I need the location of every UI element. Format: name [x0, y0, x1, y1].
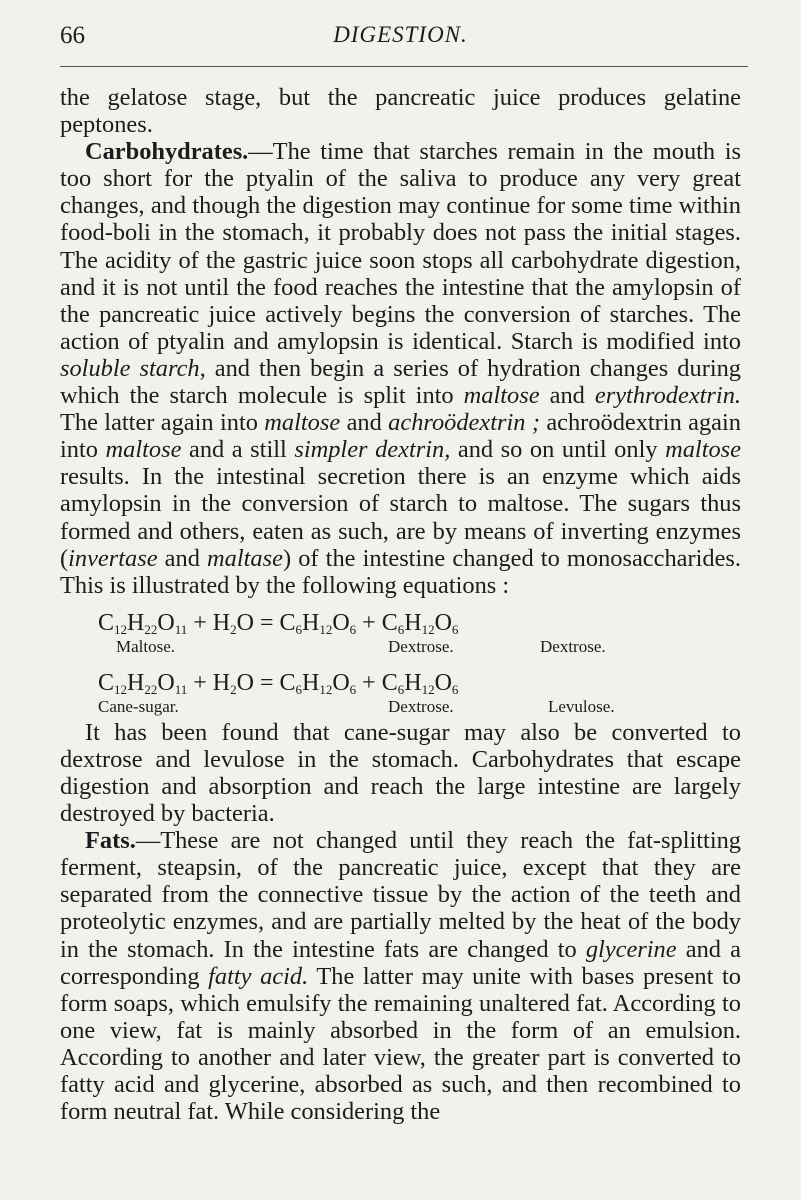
- text-run: results. In the intestinal secretion there is an enzyme which aids amylopsin in the conversion of starch to maltose. The sugars thus formed and others, eaten as such, are by means of inverting enzymes (: [60, 463, 741, 572]
- italic-term: maltase: [207, 544, 283, 572]
- text-run: ) of the intestine changed to monosaccharides. This is illustrated by the following equations :: [60, 544, 741, 599]
- subscript: 2: [230, 681, 237, 697]
- text-run: and a corresponding: [60, 935, 741, 990]
- italic-term: fatty acid.: [208, 962, 309, 990]
- paragraph-fats: [60, 827, 741, 1125]
- text-run: and then begin a series of hydration changes during which the starch molecule is split into: [60, 354, 741, 410]
- italic-term: maltose: [264, 409, 341, 437]
- subscript: 11: [174, 681, 188, 697]
- subscript: 12: [114, 681, 128, 697]
- label-dextrose: Dextrose.: [388, 696, 454, 716]
- subscript: 22: [144, 681, 158, 697]
- text-run: and so on until only: [450, 436, 666, 464]
- subscript: 11: [174, 621, 188, 637]
- text-run: and a still: [181, 436, 295, 464]
- subscript: 12: [319, 621, 333, 637]
- text-run: and: [539, 382, 595, 410]
- equation-cane-sugar: $C_{12}H_{22}O_{11} + H_2O = C_6H_{12}O_6 + C_6H_{12}O_6$: [98, 669, 459, 697]
- subscript: 6: [397, 681, 405, 697]
- subscript: 2: [230, 621, 237, 637]
- italic-term: erythrodextrin.: [594, 382, 741, 410]
- subscript: 12: [421, 681, 435, 697]
- italic-term: maltose: [665, 436, 742, 464]
- label-dextrose: Dextrose.: [540, 636, 606, 656]
- page-header: [0, 22, 801, 62]
- header-rule: [60, 66, 748, 67]
- subscript: 22: [144, 621, 158, 637]
- italic-term: soluble starch,: [60, 354, 206, 382]
- paragraph-carbohydrates: [60, 138, 741, 599]
- equation-maltose: $C_{12}H_{22}O_{11} + H_2O = C_6H_{12}O_6 + C_6H_{12}O_6$: [98, 609, 459, 637]
- paragraph-cane-sugar: It has been found that cane-sugar may also be converted to dextrose and levulose in the stomach. Carbohydrates that escape digestion and absorption and reach the large intestine are largely destroyed by bacteria.: [60, 718, 741, 828]
- italic-term: maltose: [463, 382, 540, 410]
- subscript: 12: [114, 621, 128, 637]
- running-title: DIGESTION.: [333, 22, 468, 47]
- text-run: and: [340, 409, 389, 437]
- subscript: 6: [451, 621, 459, 637]
- subscript: 6: [397, 621, 405, 637]
- label-levulose: Levulose.: [548, 696, 615, 716]
- text-run: The latter may unite with bases present to form soaps, which emulsify the remaining unaltered fat. According to one view, fat is mainly absorbed in the form of an emulsion. According to another and later view, the greater part is converted to fatty acid and glycerine, absorbed as such, and then recombined to form neutral fat. While considering the: [60, 962, 741, 1126]
- italic-term: achroödextrin ;: [388, 409, 540, 437]
- body-text: [60, 84, 741, 1125]
- text-run: achroödextrin again into: [60, 409, 741, 464]
- subscript: 6: [295, 621, 302, 637]
- page-number: 66: [60, 22, 85, 49]
- section-heading-carbohydrates: Carbohydrates.: [85, 138, 249, 166]
- section-heading-fats: Fats.: [85, 827, 136, 855]
- subscript: 6: [349, 621, 357, 637]
- subscript: 12: [319, 681, 333, 697]
- equation-block: [60, 609, 738, 719]
- text-run: —The time that starches remain in the mouth is too short for the ptyalin of the saliva to produce any very great changes, and though the digestion may continue for some time within food-boli in the stomach, it probably does not pass the initial stages. The acidity of the gastric juice soon stops all carbohydrate digestion, and it is not until the food reaches the intestine that the amylopsin of the pancreatic juice actively begins the conversion of starches. The action of ptyalin and amylopsin is identical. Starch is modified into: [60, 138, 741, 355]
- equation-labels: [98, 637, 738, 659]
- label-maltose: Maltose.: [116, 636, 176, 656]
- subscript: 6: [451, 681, 459, 697]
- text-run: The latter again into: [60, 409, 265, 437]
- subscript: 6: [349, 681, 357, 697]
- subscript: 6: [295, 681, 302, 697]
- label-dextrose: Dextrose.: [388, 636, 454, 656]
- equation-labels: [98, 697, 738, 719]
- text-run: and: [157, 544, 208, 572]
- italic-term: glycerine: [585, 935, 677, 963]
- label-cane-sugar: Cane-sugar.: [98, 696, 179, 716]
- italic-term: invertase: [68, 544, 158, 572]
- subscript: 12: [421, 621, 435, 637]
- italic-term: maltose: [105, 436, 182, 464]
- italic-term: simpler dextrin,: [294, 436, 451, 464]
- paragraph-continuation: the gelatose stage, but the pancreatic juice produces gelatine peptones.: [60, 84, 741, 139]
- text-run: —These are not changed until they reach the fat-splitting ferment, steapsin, of the pancreatic juice, except that they are separated from the connective tissue by the action of the teeth and proteolytic enzymes, and are partially melted by the heat of the body in the stomach. In the intestine fats are changed to: [60, 827, 741, 963]
